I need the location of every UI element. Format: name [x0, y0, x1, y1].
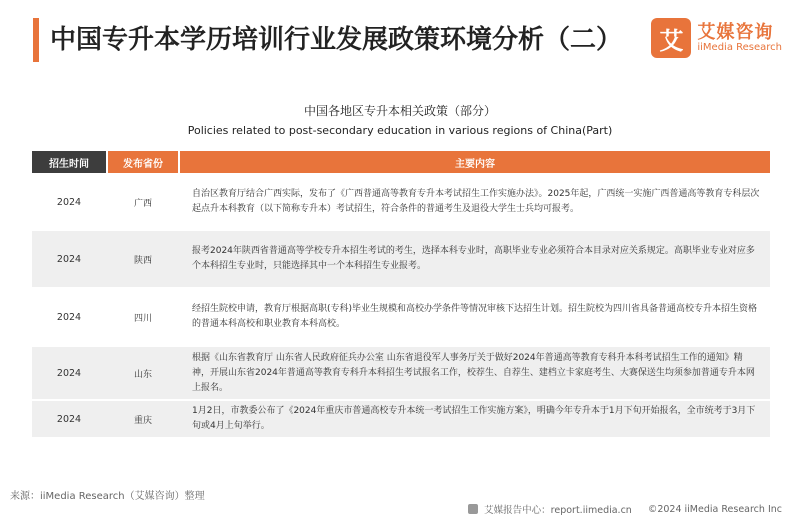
title-accent-bar: [33, 18, 39, 62]
page-title: 中国专升本学历培训行业发展政策环境分析（二）: [50, 25, 623, 55]
policy-table: [32, 151, 770, 437]
cell-year: 2024: [56, 311, 82, 323]
copyright-text: ©2024 iiMedia Research Inc: [647, 503, 782, 515]
cell-year: 2024: [56, 253, 82, 265]
column-header-province: 发布省份: [108, 151, 178, 173]
cell-content: 根据《山东省教育厅 山东省人民政府征兵办公室 山东省退役军人事务厅关于做好2024年普通高等教育专科升本科考试招生工作的通知》精神，开展山东省2024年普通高等教育专科升本科招生考试报名工作，校荐生、自荐生、建档立卡家庭考生、大赛保送生均须参加普通专升本网上报名。: [192, 352, 755, 393]
table-row: [32, 345, 770, 399]
cell-content: 自治区教育厅结合广西实际，发布了《广西普通高等教育专升本考试招生工作实施办法》。2025年起，广西统一实施广西普通高等教育专科层次起点升本科教育（以下简称专升本）考试招生，符合条件的普通考生及退役大学生士兵均可报考。: [192, 189, 760, 214]
cell-year: 2024: [56, 413, 82, 425]
table-row: [32, 287, 770, 345]
cell-province: 山东: [133, 369, 152, 380]
cell-province: 广西: [133, 198, 152, 209]
column-header-content: 主要内容: [180, 151, 770, 173]
table-row: [32, 173, 770, 229]
table-header: [32, 151, 770, 173]
brand-logo: [651, 18, 782, 58]
table-row: [32, 229, 770, 287]
brand-name-cn: 艾媒咨询: [697, 21, 774, 43]
brand-text: [697, 23, 782, 54]
page-footer: [468, 502, 782, 516]
cell-province: 四川: [133, 313, 152, 324]
brand-name-en: iiMedia Research: [697, 42, 782, 54]
cell-year: 2024: [56, 367, 82, 379]
cell-province: 重庆: [133, 415, 152, 426]
brand-logo-icon: 艾: [651, 18, 691, 58]
source-note: 来源：iiMedia Research（艾媒咨询）整理: [10, 491, 205, 502]
cell-content: 报考2024年陕西省普通高等学校专升本招生考试的考生，选择本科专业时，高职毕业专业必须符合本目录对应关系规定。高职毕业专业对应多个本科招生专业时，只能选择其中一个本科招生专业报考。: [192, 246, 755, 271]
cell-province: 陕西: [133, 255, 152, 266]
table-title-cn: 中国各地区专升本相关政策（部分）: [303, 104, 496, 118]
cell-content: 1月2日，市教委公布了《2024年重庆市普通高校专升本统一考试招生工作实施方案》，明确今年专升本于1月下旬开始报名，全市统考于3月下旬或4月上旬举行。: [192, 406, 756, 431]
cell-year: 2024: [56, 196, 82, 208]
report-center-icon: [468, 504, 478, 514]
column-header-time: 招生时间: [32, 151, 106, 173]
report-center-link[interactable]: 艾媒报告中心：report.iimedia.cn: [484, 505, 632, 516]
table-title-en: Policies related to post-secondary education in various regions of China(Part): [187, 124, 613, 137]
cell-content: 经招生院校申请，教育厅根据高职(专科)毕业生规模和高校办学条件等情况审核下达招生计划。招生院校为四川省具备普通高校专升本招生资格的普通本科高校和职业教育本科高校。: [192, 304, 758, 329]
table-row: [32, 399, 770, 437]
